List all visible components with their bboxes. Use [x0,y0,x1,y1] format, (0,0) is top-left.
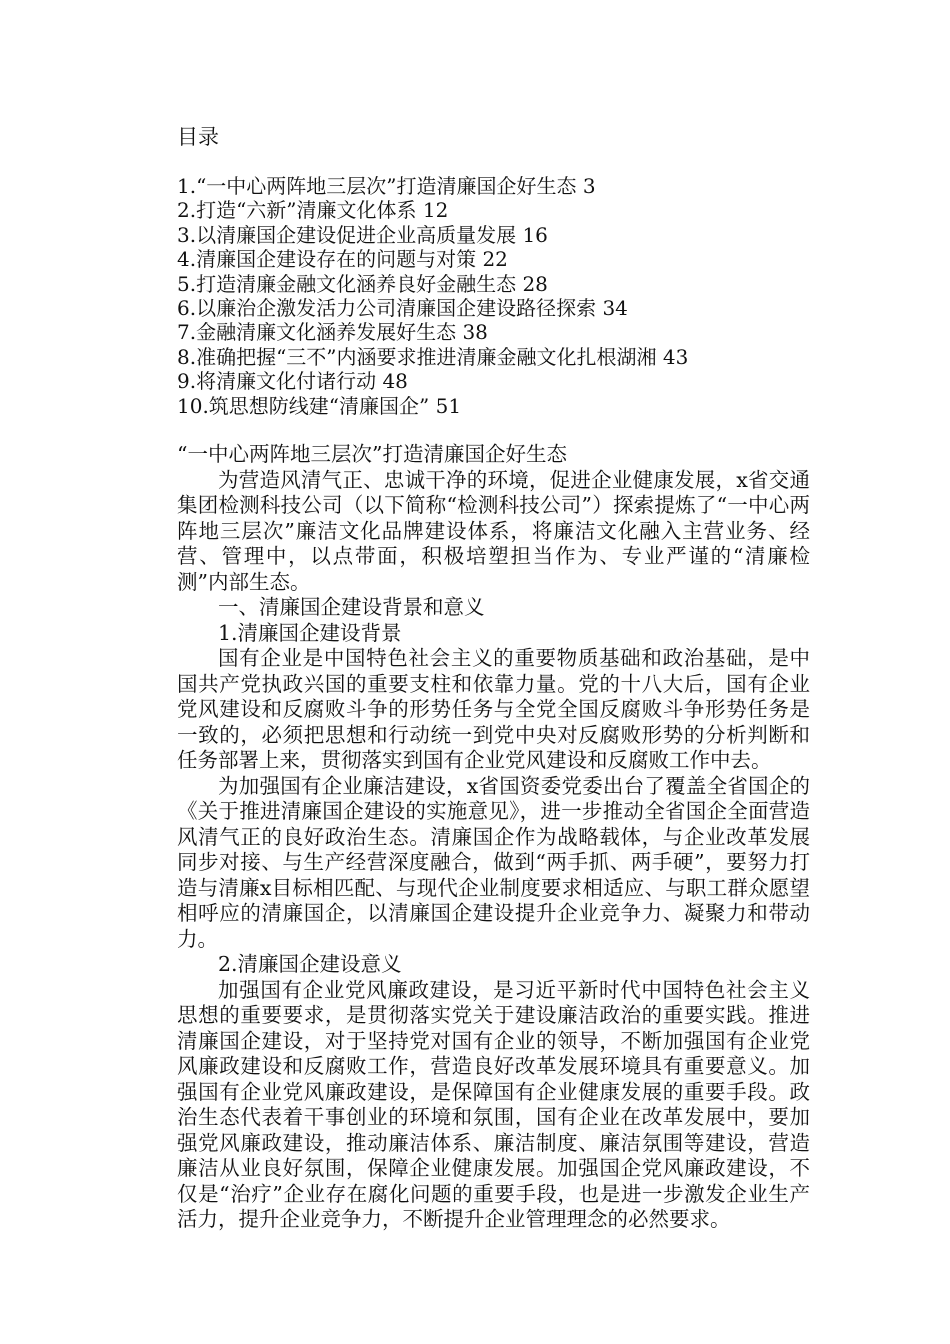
body-paragraph: 国有企业是中国特色社会主义的重要物质基础和政治基础，是中国共产党执政兴国的重要支柱和依靠力量。党的十八大后，国有企业党风建设和反腐败斗争的形势任务与全党全国反腐败斗争形势任务是一致的，必须把思想和行动统一到党中央对反腐败形势的分析判断和任务部署上来，贯彻落实到国有企业党风建设和反腐败工作中去。 [177,646,810,773]
toc-item: 4.清廉国企建设存在的问题与对策 22 [177,247,508,272]
toc-title: 目录 [177,125,219,149]
section-heading: 一、清廉国企建设背景和意义 [218,595,485,620]
subsection-heading: 2.清廉国企建设意义 [218,952,402,977]
intro-paragraph: 为营造风清气正、忠诚干净的环境，促进企业健康发展，x省交通集团检测科技公司（以下简称“检测科技公司”）探索提炼了“一中心两阵地三层次”廉洁文化品牌建设体系，将廉洁文化融入主营业务、经营、管理中，以点带面，积极培塑担当作为、专业严谨的“清廉检测”内部生态。 [177,467,810,594]
subsection-heading: 1.清廉国企建设背景 [218,620,402,645]
toc-item: 10.筑思想防线建“清廉国企” 51 [177,393,462,418]
toc-item: 5.打造清廉金融文化涵养良好金融生态 28 [177,271,548,296]
toc-item: 6.以廉治企激发活力公司清廉国企建设路径探索 34 [177,296,628,321]
table-of-contents [177,174,810,418]
toc-item: 2.打造“六新”清廉文化体系 12 [177,198,449,223]
toc-item: 9.将清廉文化付诸行动 48 [177,369,408,394]
toc-item: 7.金融清廉文化涵养发展好生态 38 [177,320,488,345]
body-paragraph: 为加强国有企业廉洁建设，x省国资委党委出台了覆盖全省国企的《关于推进清廉国企建设的实施意见》，进一步推动全省国企全面营造风清气正的良好政治生态。清廉国企作为战略载体，与企业改革发展同步对接、与生产经营深度融合，做到“两手抓、两手硬”，要努力打造与清廉x目标相匹配、与现代企业制度要求相适应、与职工群众愿望相呼应的清廉国企，以清廉国企建设提升企业竞争力、凝聚力和带动力。 [177,773,810,951]
toc-item: 8.准确把握“三不”内涵要求推进清廉金融文化扎根湖湘 43 [177,344,689,369]
body-paragraph: 加强国有企业党风廉政建设，是习近平新时代中国特色社会主义思想的重要要求，是贯彻落实党关于建设廉洁政治的重要实践。推进清廉国企建设，对于坚持党对国有企业的领导，不断加强国有企业党风廉政建设和反腐败工作，营造良好改革发展环境具有重要意义。加强国有企业党风廉政建设，是保障国有企业健康发展的重要手段。政治生态代表着干事创业的环境和氛围，国有企业在改革发展中，要加强党风廉政建设，推动廉洁体系、廉洁制度、廉洁氛围等建设，营造廉洁从业良好氛围，保障企业健康发展。加强国企党风廉政建设，不仅是“治疗”企业存在腐化问题的重要手段，也是进一步激发企业生产活力，提升企业竞争力，不断提升企业管理理念的必然要求。 [177,977,810,1232]
article-title: “一中心两阵地三层次”打造清廉国企好生态 [177,442,567,467]
toc-item: 3.以清廉国企建设促进企业高质量发展 16 [177,222,548,247]
article-body [177,442,810,1233]
toc-item: 1.“一中心两阵地三层次”打造清廉国企好生态 3 [177,174,596,198]
